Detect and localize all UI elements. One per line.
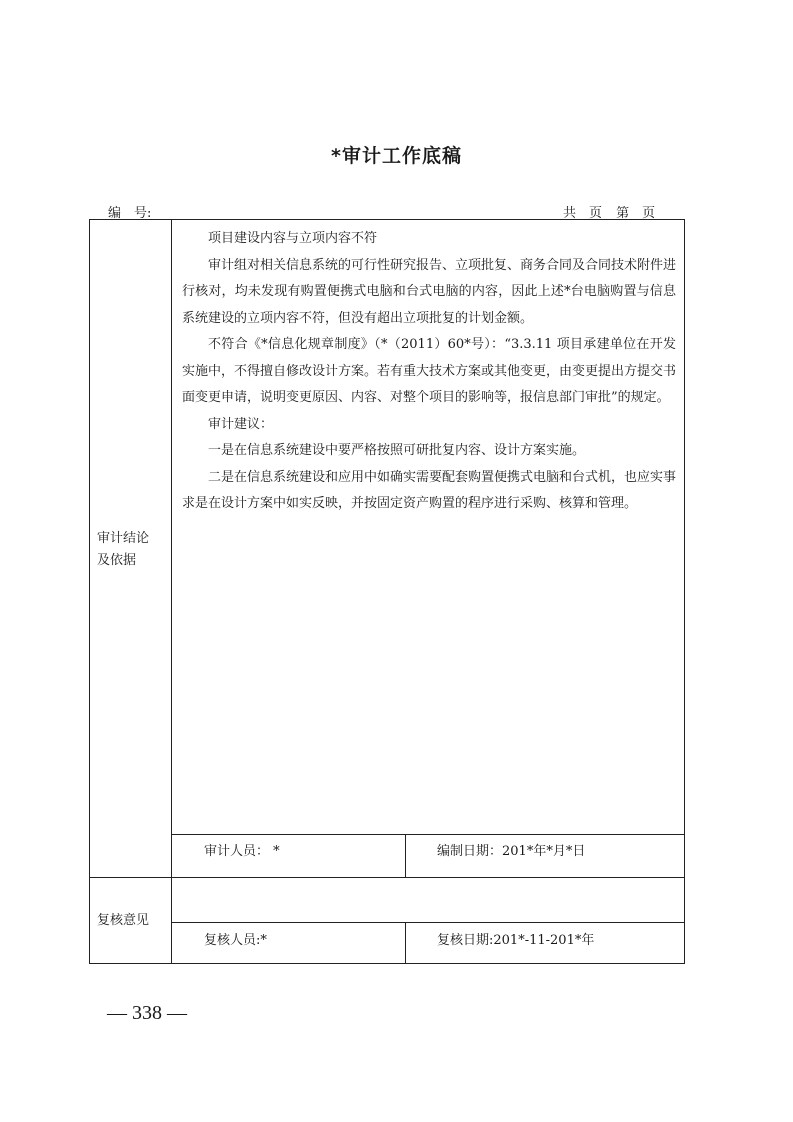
serial-number-label: 编 号: — [108, 206, 152, 221]
section-divider — [89, 877, 685, 878]
document-title: *审计工作底稿 — [331, 145, 462, 167]
review-label: 复核意见 — [97, 913, 150, 928]
review-date-value: 201*-11-201*年 — [493, 933, 595, 948]
review-sign-row-divider — [171, 922, 685, 923]
recommendation-heading: 审计建议： — [208, 416, 274, 432]
review-date-label: 复核日期: — [437, 933, 494, 948]
review-date-field — [437, 929, 594, 948]
review-sign-cell-divider — [405, 922, 406, 964]
recommendation-1: 一是在信息系统建设中要严格按照可研批复内容、设计方案实施。 — [208, 443, 586, 458]
regulation-paragraph: 不符合《*信息化规章制度》（*（2011）60*号）：“3.3.11 项目承建单位在开发实施中，不得擅自修改设计方案。若有重大技术方案或其他变更，由变更提出方提交书面变更申请，说明变更原因、内容、对整个项目的影响等，报信息部门审批”的规定。 — [182, 337, 677, 405]
page-number: — 338 — — [107, 1002, 187, 1024]
label-column-divider — [171, 219, 172, 964]
auditor-label: 审计人员： — [204, 844, 270, 859]
recommendation-2: 二是在信息系统建设和应用中如确实需要配套购置便携式电脑和台式机，也应实事求是在设计方案中如实反映，并按固定资产购置的程序进行采购、核算和管理。 — [182, 469, 677, 511]
conclusion-body — [182, 226, 676, 518]
pages-current-label: 第 页 — [616, 206, 656, 221]
pages-total-label: 共 页 — [563, 206, 603, 221]
reviewer-value: * — [260, 933, 267, 948]
prepared-date-field — [437, 840, 585, 859]
sign-cell-divider — [405, 834, 406, 877]
conclusion-label: 审计结论 及依据 — [97, 531, 150, 568]
finding-heading: 项目建设内容与立项内容不符 — [208, 231, 378, 246]
prepared-date-value: 201*年*月*日 — [502, 844, 586, 859]
finding-paragraph: 审计组对相关信息系统的可行性研究报告、立项批复、商务合同及合同技术附件进行核对，均未发现有购置便携式电脑和台式电脑的内容，因此上述*台电脑购置与信息系统建设的立项内容不符，但没有超出立项批复的计划金额。 — [182, 257, 677, 326]
auditor-value: * — [273, 844, 280, 859]
sign-row-divider — [171, 834, 685, 835]
prepared-date-label: 编制日期： — [437, 844, 503, 859]
reviewer-field — [204, 929, 267, 948]
reviewer-label: 复核人员: — [204, 933, 261, 948]
auditor-field — [204, 840, 280, 859]
